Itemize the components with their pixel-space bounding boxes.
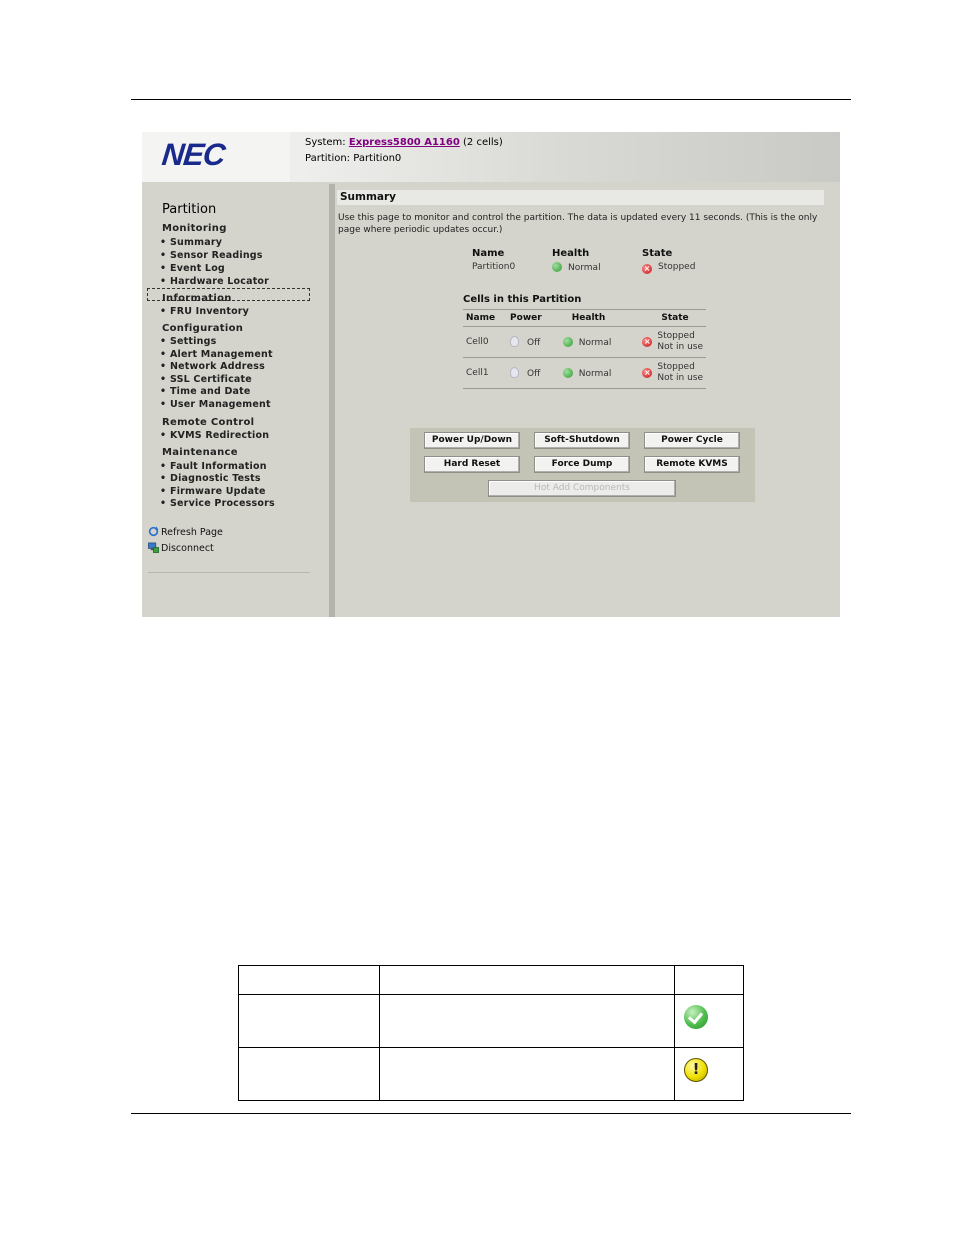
cell-state xyxy=(639,327,706,358)
sidebar-item-label: Hardware Locator xyxy=(170,276,270,287)
table-row xyxy=(239,966,744,995)
green-check-icon xyxy=(684,1005,708,1029)
table-cell xyxy=(380,1048,675,1101)
sidebar-item-alert-management[interactable] xyxy=(160,349,273,360)
bullet: • xyxy=(160,461,167,472)
bullet: • xyxy=(160,237,167,248)
sidebar xyxy=(142,184,329,617)
status-ok-icon xyxy=(563,368,573,378)
cell-state xyxy=(639,358,706,389)
sidebar-item-label: Sensor Readings xyxy=(170,250,263,261)
hard-reset-button[interactable]: Hard Reset xyxy=(424,456,520,473)
disconnect-icon xyxy=(148,542,159,553)
bullet: • xyxy=(160,486,167,497)
power-updown-button[interactable]: Power Up/Down xyxy=(424,432,520,449)
sidebar-item-time-and-date[interactable] xyxy=(160,386,251,397)
table-row xyxy=(239,995,744,1048)
main-content xyxy=(335,184,840,617)
sidebar-divider xyxy=(148,572,310,573)
sidebar-item-fru-inventory[interactable] xyxy=(160,306,249,317)
col-health: Health xyxy=(560,310,640,327)
sidebar-item-label: User Management xyxy=(170,399,271,410)
logo-area xyxy=(142,132,290,182)
name-value: Partition0 xyxy=(472,262,516,272)
table-cell xyxy=(239,1048,380,1101)
app-header xyxy=(142,132,840,182)
cell-health xyxy=(560,327,640,358)
table-row xyxy=(463,358,706,389)
sidebar-item-label: Service Processors xyxy=(170,498,275,509)
sidebar-item-diagnostic-tests[interactable] xyxy=(160,473,261,484)
table-cell xyxy=(675,966,744,995)
table-cell xyxy=(380,966,675,995)
nav-section-monitoring: Monitoring xyxy=(162,223,227,234)
refresh-page-link[interactable] xyxy=(148,526,223,538)
cell-health xyxy=(560,358,640,389)
table-cell xyxy=(675,995,744,1048)
status-ok-icon xyxy=(563,337,573,347)
nav-section-information: Information xyxy=(162,293,232,304)
power-cycle-button[interactable]: Power Cycle xyxy=(644,432,740,449)
summary-title-bar xyxy=(337,190,824,205)
bullet: • xyxy=(160,276,167,287)
hot-add-components-button[interactable]: Hot Add Components xyxy=(488,480,676,497)
action-panel xyxy=(410,428,755,502)
health-value: Normal xyxy=(568,263,601,273)
sidebar-item-user-management[interactable] xyxy=(160,399,271,410)
system-suffix: (2 cells) xyxy=(463,137,503,148)
sidebar-item-label: Fault Information xyxy=(170,461,267,472)
state-value-row xyxy=(642,262,695,274)
page-top-rule xyxy=(131,99,851,100)
cells-table-header xyxy=(463,310,706,327)
col-state: State xyxy=(639,310,706,327)
partition-label: Partition: xyxy=(305,153,351,164)
status-ok-icon xyxy=(552,262,562,272)
sidebar-title: Partition xyxy=(162,202,217,217)
sidebar-item-fault-information[interactable] xyxy=(160,461,267,472)
sidebar-item-label: Settings xyxy=(170,336,217,347)
bullet: • xyxy=(160,263,167,274)
page-description: Use this page to monitor and control the partition. The data is updated every 11 seconds. (This is the only page where periodic updates occur.) xyxy=(338,213,818,235)
table-cell xyxy=(239,966,380,995)
cell-state-value: Stopped xyxy=(657,331,695,341)
status-stopped-icon: × xyxy=(643,264,651,273)
page-title: Summary xyxy=(340,191,397,203)
system-label: System: xyxy=(305,137,346,148)
bullet: • xyxy=(160,498,167,509)
table-cell xyxy=(239,995,380,1048)
cell-state-note: Not in use xyxy=(657,342,703,352)
sidebar-item-settings[interactable] xyxy=(160,336,216,347)
table-row xyxy=(239,1048,744,1101)
page-bottom-rule xyxy=(131,1113,851,1114)
system-link[interactable]: Express5800 A1160 xyxy=(348,137,460,148)
sidebar-item-label: KVMS Redirection xyxy=(170,430,270,441)
force-dump-button[interactable]: Force Dump xyxy=(534,456,630,473)
refresh-page-label: Refresh Page xyxy=(161,527,223,538)
cells-table xyxy=(463,309,706,389)
cell-health-value: Normal xyxy=(578,368,612,379)
nav-section-configuration: Configuration xyxy=(162,323,244,334)
sidebar-item-hardware-locator[interactable] xyxy=(160,276,269,287)
cell-health-value: Normal xyxy=(578,337,612,348)
partition-line xyxy=(305,153,401,164)
sidebar-item-label: Network Address xyxy=(170,361,265,372)
sidebar-item-firmware-update[interactable] xyxy=(160,486,266,497)
table-row xyxy=(463,327,706,358)
disconnect-link[interactable] xyxy=(148,542,214,554)
sidebar-item-label: Summary xyxy=(170,237,223,248)
remote-kvms-button[interactable]: Remote KVMS xyxy=(644,456,740,473)
bullet: • xyxy=(160,361,167,372)
state-label: State xyxy=(642,248,673,259)
partition-summary-screenshot xyxy=(142,132,840,617)
bullet: • xyxy=(160,473,167,484)
cell-name: Cell1 xyxy=(463,358,507,389)
sidebar-item-event-log[interactable] xyxy=(160,263,225,274)
sidebar-item-service-processors[interactable] xyxy=(160,498,275,509)
sidebar-item-label: Firmware Update xyxy=(170,486,266,497)
name-label: Name xyxy=(472,248,505,259)
sidebar-item-label: Event Log xyxy=(170,263,225,274)
cell-power xyxy=(507,358,560,389)
sidebar-item-label: SSL Certificate xyxy=(170,374,252,385)
status-icon-table xyxy=(238,965,744,1101)
nec-logo: NEC xyxy=(160,137,227,172)
power-bulb-icon xyxy=(510,336,519,347)
bullet: • xyxy=(160,306,167,317)
cells-section-title: Cells in this Partition xyxy=(463,294,582,305)
refresh-icon xyxy=(148,526,159,537)
status-stopped-icon: × xyxy=(644,337,651,346)
bullet: • xyxy=(160,349,167,360)
sidebar-item-kvms-redirection[interactable] xyxy=(160,430,269,441)
health-label: Health xyxy=(552,248,590,259)
bullet: • xyxy=(160,386,167,397)
sidebar-item-label: Diagnostic Tests xyxy=(170,473,261,484)
yellow-warning-icon xyxy=(684,1058,708,1082)
col-name: Name xyxy=(463,310,507,327)
sidebar-item-label: Alert Management xyxy=(170,349,273,360)
cell-name: Cell0 xyxy=(463,327,507,358)
sidebar-item-label: FRU Inventory xyxy=(170,306,250,317)
sidebar-item-summary[interactable] xyxy=(160,237,222,248)
cell-power-value: Off xyxy=(527,369,541,379)
system-line xyxy=(305,137,503,148)
power-bulb-icon xyxy=(510,367,519,378)
nav-section-maintenance: Maintenance xyxy=(162,447,238,458)
cell-power xyxy=(507,327,560,358)
soft-shutdown-button[interactable]: Soft-Shutdown xyxy=(534,432,630,449)
col-power: Power xyxy=(507,310,560,327)
bullet: • xyxy=(160,250,167,261)
health-value-row xyxy=(552,262,601,273)
cell-power-value: Off xyxy=(527,338,541,348)
sidebar-item-label: Time and Date xyxy=(170,386,251,397)
cell-state-value: Stopped xyxy=(657,362,695,372)
sidebar-item-network-address[interactable] xyxy=(160,361,265,372)
bullet: • xyxy=(160,430,167,441)
nav-section-remote-control: Remote Control xyxy=(162,417,255,428)
bullet: • xyxy=(160,399,167,410)
bullet: • xyxy=(160,336,167,347)
table-cell xyxy=(675,1048,744,1101)
disconnect-label: Disconnect xyxy=(161,543,214,554)
state-value: Stopped xyxy=(658,262,696,272)
partition-value: Partition0 xyxy=(353,153,402,164)
status-stopped-icon: × xyxy=(644,368,651,377)
table-cell xyxy=(380,995,675,1048)
bullet: • xyxy=(160,374,167,385)
cell-state-note: Not in use xyxy=(657,373,703,383)
sidebar-item-sensor-readings[interactable] xyxy=(160,250,263,261)
sidebar-item-ssl-certificate[interactable] xyxy=(160,374,252,385)
